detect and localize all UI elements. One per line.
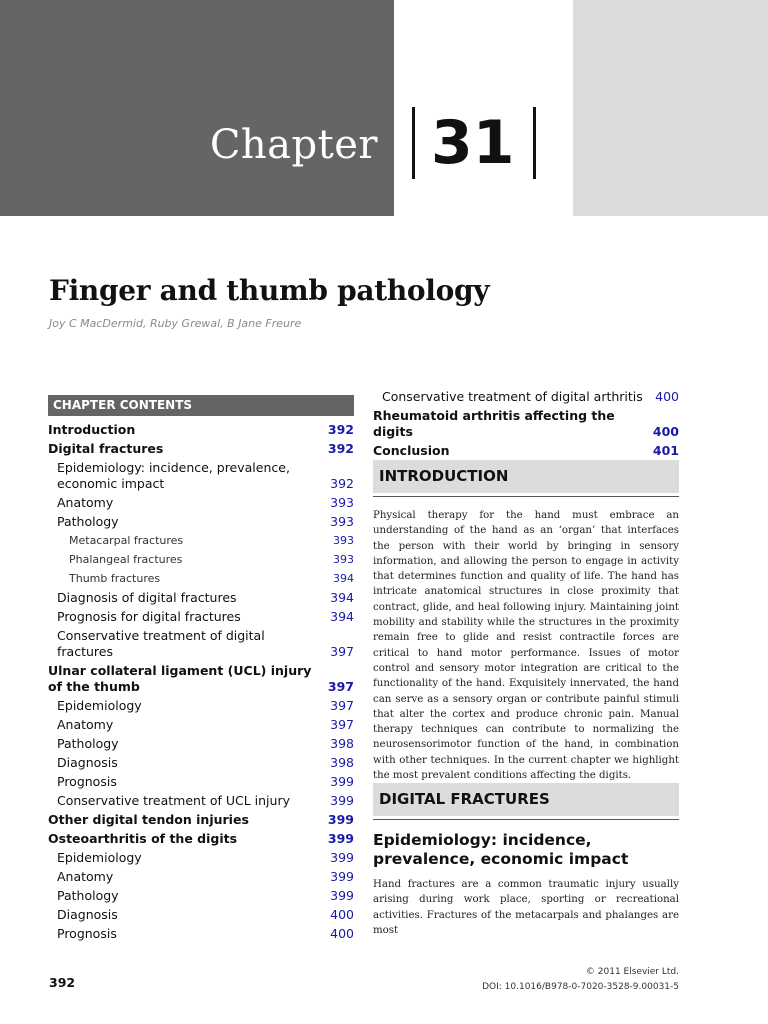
toc-entry[interactable]	[48, 888, 354, 904]
section-heading-introduction: INTRODUCTION	[373, 460, 679, 493]
toc-entry-page[interactable]: 392	[327, 441, 354, 456]
toc-entry-page[interactable]: 393	[330, 495, 354, 510]
chapter-bar-right	[533, 107, 536, 179]
toc-entry-page[interactable]: 393	[330, 514, 354, 529]
toc-entry-page[interactable]: 399	[327, 831, 354, 846]
chapter-contents-continued	[373, 389, 679, 462]
toc-entry-page[interactable]: 397	[330, 698, 354, 713]
toc-entry[interactable]	[373, 389, 679, 405]
toc-entry-page[interactable]: 393	[333, 553, 354, 566]
toc-list-right	[373, 389, 679, 459]
toc-entry[interactable]	[48, 869, 354, 885]
toc-list-left	[48, 422, 354, 942]
toc-entry[interactable]	[48, 907, 354, 923]
toc-entry[interactable]	[48, 831, 354, 847]
page-number: 392	[49, 975, 76, 990]
toc-entry[interactable]	[48, 552, 354, 568]
toc-entry-label: Digital fractures	[48, 441, 164, 456]
toc-entry-page[interactable]: 394	[330, 590, 354, 605]
chapter-contents-heading: CHAPTER CONTENTS	[48, 395, 354, 416]
toc-entry-label: Anatomy	[57, 717, 114, 732]
toc-entry-label: Anatomy	[57, 869, 114, 884]
toc-entry-label: Diagnosis	[57, 907, 118, 922]
toc-entry-label: Diagnosis of digital fractures	[57, 590, 237, 605]
toc-entry[interactable]	[48, 495, 354, 511]
toc-entry-label: Pathology	[57, 888, 119, 903]
toc-entry-page[interactable]: 399	[330, 850, 354, 865]
toc-entry-label: Prognosis	[57, 926, 117, 941]
toc-entry[interactable]	[48, 460, 354, 492]
toc-entry-page[interactable]: 399	[330, 888, 354, 903]
toc-entry-label: Epidemiology: incidence, prevalence, economic impact	[57, 460, 290, 491]
toc-entry-page[interactable]: 397	[330, 717, 354, 732]
toc-entry[interactable]	[48, 774, 354, 790]
subsection-heading: Epidemiology: incidence, prevalence, economic impact	[373, 831, 629, 868]
toc-entry[interactable]	[48, 812, 354, 828]
chapter-word: Chapter	[209, 122, 378, 168]
toc-entry-page[interactable]: 399	[327, 812, 354, 827]
toc-entry-label: Pathology	[57, 736, 119, 751]
toc-entry[interactable]	[48, 755, 354, 771]
toc-entry[interactable]	[48, 533, 354, 549]
toc-entry[interactable]	[48, 422, 354, 438]
toc-entry-label: Anatomy	[57, 495, 114, 510]
toc-entry-page[interactable]: 394	[330, 609, 354, 624]
toc-entry[interactable]	[48, 926, 354, 942]
toc-entry[interactable]	[373, 408, 679, 440]
toc-entry-page[interactable]: 394	[333, 572, 354, 585]
toc-entry-label: Phalangeal fractures	[69, 553, 183, 566]
chapter-header-dark-block	[0, 0, 394, 216]
toc-entry-page[interactable]: 400	[655, 389, 679, 404]
doi-text: DOI: 10.1016/B978-0-7020-3528-9.00031-5	[482, 982, 679, 992]
toc-entry-page[interactable]: 397	[330, 644, 354, 659]
toc-entry-label: Rheumatoid arthritis affecting the digits	[373, 408, 615, 439]
chapter-number-block	[412, 105, 536, 180]
copyright-text: © 2011 Elsevier Ltd.	[585, 967, 679, 977]
toc-entry-page[interactable]: 400	[652, 424, 679, 439]
toc-entry[interactable]	[48, 850, 354, 866]
toc-entry-page[interactable]: 398	[330, 736, 354, 751]
toc-entry-label: Conservative treatment of digital arthritis	[382, 389, 643, 404]
toc-entry-label: Ulnar collateral ligament (UCL) injury of the thumb	[48, 663, 312, 694]
introduction-body: Physical therapy for the hand must embrace an understanding of the hand as an ‘organ’ that interfaces the person with their world by bringing in sensory information, and allowing the person to engage in activity that determines function and quality of life. The hand has intricate anatomical structures in close proximity that contract, glide, and heal following injury. Maintaining joint mobility and stability while the structures in the proximity remain free to glide and resist contractile forces are critical to hand motor performance. Issues of motor control and sensory motor integration are critical to the functionality of the hand. Exquisitely innervated, the hand can serve as a sensory organ or contribute painful stimuli that alter the cortex and produce chronic pain. Manual therapy techniques can contribute to normalizing the neurosensorimotor function of the hand, in combination with other techniques. In the current chapter we highlight the most prevalent conditions affecting the digits.	[373, 510, 679, 782]
toc-entry-label: Pathology	[57, 514, 119, 529]
section-rule	[373, 819, 679, 820]
toc-entry-label: Diagnosis	[57, 755, 118, 770]
toc-entry-page[interactable]: 401	[652, 443, 679, 458]
toc-entry[interactable]	[48, 717, 354, 733]
toc-entry-page[interactable]: 392	[327, 422, 354, 437]
toc-entry[interactable]	[48, 514, 354, 530]
toc-entry[interactable]	[48, 628, 354, 660]
chapter-title: Finger and thumb pathology	[49, 274, 490, 307]
chapter-contents	[48, 395, 354, 945]
toc-entry-page[interactable]: 398	[330, 755, 354, 770]
toc-entry-page[interactable]: 400	[330, 926, 354, 941]
chapter-number: 31	[431, 107, 515, 178]
toc-entry[interactable]	[373, 443, 679, 459]
toc-entry-label: Conclusion	[373, 443, 450, 458]
toc-entry-label: Metacarpal fractures	[69, 534, 184, 547]
toc-entry[interactable]	[48, 736, 354, 752]
toc-entry[interactable]	[48, 441, 354, 457]
section-heading-digital-fractures: DIGITAL FRACTURES	[373, 783, 679, 816]
toc-entry-label: Conservative treatment of UCL injury	[57, 793, 290, 808]
toc-entry-label: Conservative treatment of digital fractures	[57, 628, 265, 659]
toc-entry[interactable]	[48, 663, 354, 695]
toc-entry-page[interactable]: 399	[330, 793, 354, 808]
toc-entry[interactable]	[48, 698, 354, 714]
toc-entry-label: Prognosis	[57, 774, 117, 789]
toc-entry-page[interactable]: 399	[330, 869, 354, 884]
section-rule	[373, 496, 679, 497]
toc-entry-page[interactable]: 397	[327, 679, 354, 694]
toc-entry-label: Epidemiology	[57, 698, 142, 713]
toc-entry-label: Prognosis for digital fractures	[57, 609, 241, 624]
toc-entry-label: Other digital tendon injuries	[48, 812, 249, 827]
toc-entry-page[interactable]: 400	[330, 907, 354, 922]
toc-entry[interactable]	[48, 609, 354, 625]
toc-entry-label: Thumb fractures	[69, 572, 161, 585]
toc-entry-page[interactable]: 393	[333, 534, 354, 547]
digital-fractures-body: Hand fractures are a common traumatic injury usually arising during work place, sporting or recreational activities. Fractures of the metacarpals and phalanges are most	[373, 879, 679, 936]
toc-entry[interactable]	[48, 590, 354, 606]
toc-entry-label: Introduction	[48, 422, 136, 437]
toc-entry[interactable]	[48, 571, 354, 587]
toc-entry-label: Epidemiology	[57, 850, 142, 865]
chapter-authors: Joy C MacDermid, Ruby Grewal, B Jane Freure	[49, 317, 302, 330]
toc-entry-label: Osteoarthritis of the digits	[48, 831, 238, 846]
chapter-header-light-block	[573, 0, 768, 216]
toc-entry-page[interactable]: 399	[330, 774, 354, 789]
toc-entry-page[interactable]: 392	[330, 476, 354, 491]
toc-entry[interactable]	[48, 793, 354, 809]
copyright-block	[482, 965, 679, 995]
